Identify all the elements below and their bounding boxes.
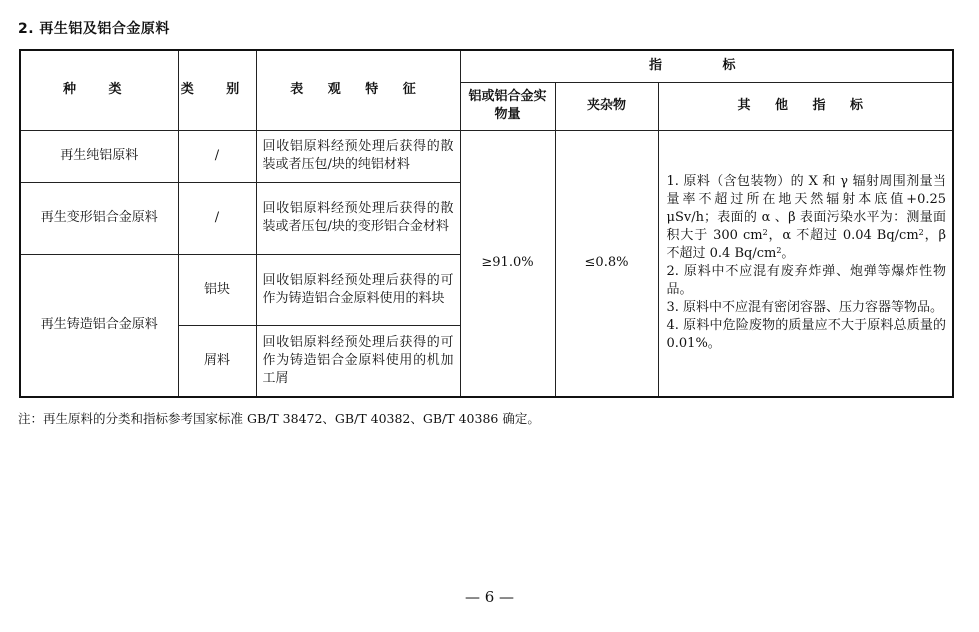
kind-cell: 再生铸造铝合金原料 [20, 254, 178, 397]
al-content-value: ≥91.0% [460, 130, 555, 397]
appearance-cell: 回收铝原料经预处理后获得的散装或者压包/块的纯铝材料 [256, 130, 460, 182]
appearance-cell: 回收铝原料经预处理后获得的散装或者压包/块的变形铝合金材料 [256, 182, 460, 254]
kind-cell: 再生纯铝原料 [20, 130, 178, 182]
header-kind: 种 类 [20, 50, 178, 130]
table-note: 注：再生原料的分类和指标参考国家标准 GB/T 38472、GB/T 40382、GB/T 40386 确定。 [18, 411, 540, 426]
header-category: 类 别 [178, 50, 256, 130]
header-other: 其 他 指 标 [658, 82, 953, 130]
spec-table [19, 49, 954, 398]
other-item-3: 3. 原料中不应混有密闭容器、压力容器等物品。 [666, 300, 944, 316]
header-indicators: 指 标 [460, 50, 953, 82]
header-appearance: 表 观 特 征 [256, 50, 460, 130]
other-item-4: 4. 原料中危险废物的质量应不大于原料总质量的 0.01%。 [666, 318, 947, 352]
category-cell: 铝块 [178, 254, 256, 325]
appearance-cell: 回收铝原料经预处理后获得的可作为铸造铝合金原料使用的机加工屑 [256, 325, 460, 397]
category-cell: 屑料 [178, 325, 256, 397]
category-cell: / [178, 130, 256, 182]
appearance-cell: 回收铝原料经预处理后获得的可作为铸造铝合金原料使用的料块 [256, 254, 460, 325]
header-impurity: 夹杂物 [555, 82, 658, 130]
other-indicators-cell [658, 130, 953, 397]
page-number: — 6 — [464, 588, 515, 606]
other-item-2: 2. 原料中不应混有废弃炸弹、炮弹等爆炸性物品。 [666, 264, 947, 298]
category-cell: / [178, 182, 256, 254]
header-al-content: 铝或铝合金实物量 [460, 82, 555, 130]
impurity-value: ≤0.8% [555, 130, 658, 397]
table-row [20, 130, 953, 182]
other-item-1: 1. 原料（含包装物）的 X 和 γ 辐射周围剂量当量率不超过所在地天然辐射本底值+0.25 μSv/h；表面的 α 、β 表面污染水平为：测量面积大于 300 $cm^2$，α 不超过 0.04 $Bq/cm^2$，β 不超过 0.4 $Bq/cm^2$。 [666, 174, 947, 262]
section-title: 2. 再生铝及铝合金原料 [18, 21, 170, 37]
kind-cell: 再生变形铝合金原料 [20, 182, 178, 254]
